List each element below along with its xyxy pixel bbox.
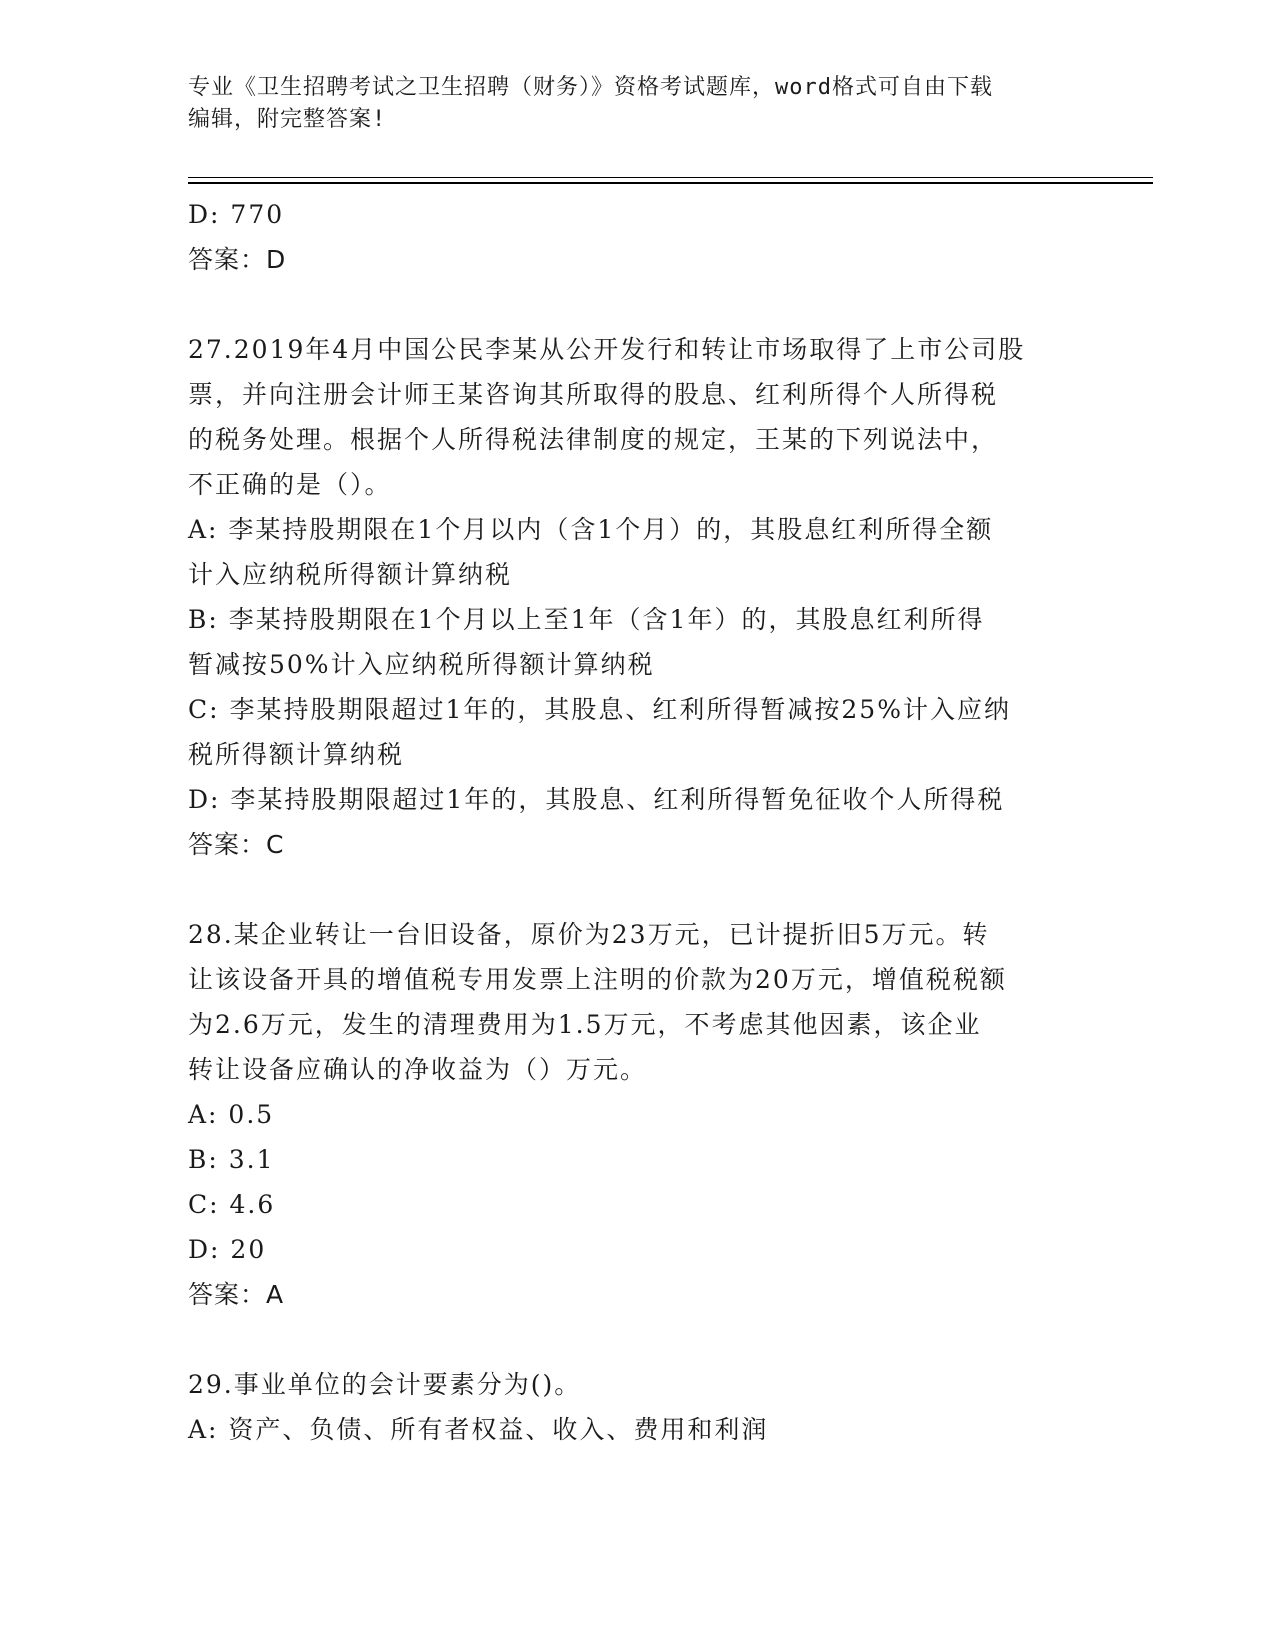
q28-answer: 答案：A — [188, 1280, 285, 1309]
q27-option-a-cont: 计入应纳税所得额计算纳税 — [188, 560, 513, 589]
q27-answer: 答案：C — [188, 830, 285, 859]
q27-option-d: D: 李某持股期限超过1年的，其股息、红利所得暂免征收个人所得税 — [188, 785, 1005, 814]
q28-stem-line: 让该设备开具的增值税专用发票上注明的价款为20万元，增值税税额 — [188, 965, 1007, 994]
q28-option-b: B: 3.1 — [188, 1145, 275, 1174]
q27-stem-line: 27.2019年4月中国公民李某从公开发行和转让市场取得了上市公司股 — [188, 335, 1026, 364]
q27-option-c-cont: 税所得额计算纳税 — [188, 740, 405, 769]
header-divider-thick — [188, 182, 1153, 184]
q27-stem-line: 票，并向注册会计师王某咨询其所取得的股息、红利所得个人所得税 — [188, 380, 999, 409]
header-line-1: 专业《卫生招聘考试之卫生招聘（财务）》资格考试题库，word格式可自由下载 — [188, 75, 993, 100]
document-header — [188, 72, 1088, 136]
q28-option-d: D: 20 — [188, 1235, 267, 1264]
prev-option-d: D: 770 — [188, 200, 285, 229]
question-28 — [188, 912, 1088, 1317]
spacer — [188, 282, 1088, 327]
spacer — [188, 1317, 1088, 1362]
q28-stem-line: 为2.6万元，发生的清理费用为1.5万元，不考虑其他因素，该企业 — [188, 1010, 982, 1039]
q29-stem: 29.事业单位的会计要素分为()。 — [188, 1370, 582, 1399]
q27-option-c: C: 李某持股期限超过1年的，其股息、红利所得暂减按25%计入应纳 — [188, 695, 1011, 724]
q27-option-b-cont: 暂减按50%计入应纳税所得额计算纳税 — [188, 650, 655, 679]
q27-option-b: B: 李某持股期限在1个月以上至1年（含1年）的，其股息红利所得 — [188, 605, 985, 634]
q27-stem-line: 的税务处理。根据个人所得税法律制度的规定，王某的下列说法中， — [188, 425, 999, 454]
document-body — [188, 192, 1088, 1452]
q27-option-a: A: 李某持股期限在1个月以内（含1个月）的，其股息红利所得全额 — [188, 515, 994, 544]
prev-answer: 答案：D — [188, 245, 287, 274]
q28-stem-line: 28.某企业转让一台旧设备，原价为23万元，已计提折旧5万元。转 — [188, 920, 990, 949]
q28-option-c: C: 4.6 — [188, 1190, 276, 1219]
question-29 — [188, 1362, 1088, 1452]
header-line-2: 编辑，附完整答案! — [188, 107, 387, 132]
q29-option-a: A: 资产、负债、所有者权益、收入、费用和利润 — [188, 1415, 769, 1444]
q27-stem-line: 不正确的是（）。 — [188, 470, 392, 499]
question-27 — [188, 327, 1088, 867]
q28-stem-line: 转让设备应确认的净收益为（）万元。 — [188, 1055, 648, 1084]
header-divider-thin — [188, 177, 1153, 178]
q28-option-a: A: 0.5 — [188, 1100, 275, 1129]
spacer — [188, 867, 1088, 912]
